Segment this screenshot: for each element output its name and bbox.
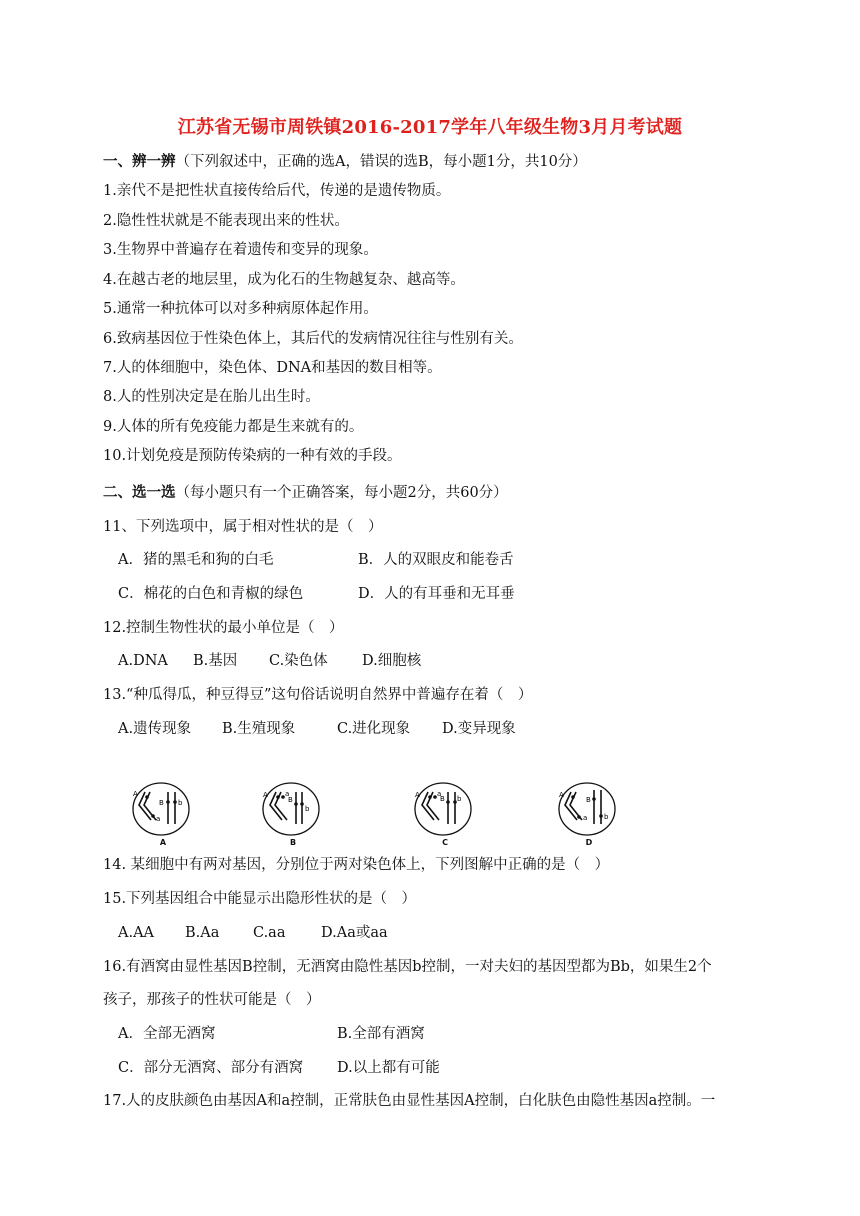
gene-label: B <box>288 796 293 804</box>
question-13-option-b: B.生殖现象 <box>222 721 296 737</box>
true-false-item-5: 5.通常一种抗体可以对多种病原体起作用。 <box>103 301 378 317</box>
question-11-option-a: A．猪的黑毛和狗的白毛 <box>118 552 274 568</box>
gene-label: a <box>156 815 161 823</box>
question-16-option-c: C．部分无酒窝、部分有酒窝 <box>118 1060 304 1076</box>
true-false-item-4: 4.在越古老的地层里，成为化石的生物越复杂、越高等。 <box>103 272 465 288</box>
figure-label-d: D <box>585 838 593 847</box>
gene-label: B <box>440 795 445 803</box>
question-16-option-d: D.以上都有可能 <box>337 1060 440 1076</box>
gene-label: B <box>586 796 591 804</box>
gene-label: b <box>457 795 462 803</box>
question-11-option-b: B．人的双眼皮和能卷舌 <box>358 552 514 568</box>
question-16-option-a: A．全部无酒窝 <box>118 1026 216 1042</box>
gene-label: a <box>437 790 442 798</box>
question-13-option-d: D.变异现象 <box>442 721 516 737</box>
gene-label: A <box>559 791 564 799</box>
figure-label-c: C <box>442 838 448 847</box>
gene-label: a <box>583 814 588 822</box>
figure-label-b: B <box>289 838 297 847</box>
gene-label: A <box>263 791 268 799</box>
question-17-stem-line-1: 17.人的皮肤颜色由基因A和a控制，正常肤色由显性基因A控制，白化肤色由隐性基因a控制。一 <box>103 1093 716 1109</box>
question-12-stem: 12.控制生物性状的最小单位是（ ） <box>103 620 344 636</box>
section1-note: （下列叙述中，正确的选A，错误的选B，每小题1分，共10分） <box>175 154 587 170</box>
true-false-item-1: 1.亲代不是把性状直接传给后代，传递的是遗传物质。 <box>103 183 451 199</box>
section2-title: 二、选一选 <box>103 484 176 501</box>
section1-title: 一、辨一辨 <box>103 153 176 170</box>
question-15-stem: 15.下列基因组合中能显示出隐形性状的是（ ） <box>103 891 417 907</box>
cell-diagram-b <box>258 780 328 850</box>
question-11-option-d: D．人的有耳垂和无耳垂 <box>358 586 515 602</box>
gene-label: b <box>178 799 183 807</box>
question-11-option-c: C．棉花的白色和青椒的绿色 <box>118 586 304 602</box>
section2-note: （每小题只有一个正确答案，每小题2分，共60分） <box>175 485 508 501</box>
cell-diagram-c <box>410 780 480 850</box>
gene-label: b <box>305 805 310 813</box>
section1-heading <box>103 152 587 172</box>
cell-diagram-a <box>128 780 198 850</box>
true-false-item-2: 2.隐性性状就是不能表现出来的性状。 <box>103 213 349 229</box>
gene-label: A <box>133 790 138 798</box>
true-false-item-10: 10.计划免疫是预防传染病的一种有效的手段。 <box>103 448 402 464</box>
question-13-stem: 13.“种瓜得瓜，种豆得豆”这句俗话说明自然界中普遍存在着（ ） <box>103 687 533 703</box>
question-13-option-a: A.遗传现象 <box>118 721 192 737</box>
true-false-item-3: 3.生物界中普遍存在着遗传和变异的现象。 <box>103 242 378 258</box>
question-16-stem-line-2: 孩子，那孩子的性状可能是（ ） <box>103 992 321 1008</box>
cell-diagram-d <box>554 780 624 850</box>
gene-label: a <box>285 790 290 798</box>
exam-title: 江苏省无锡市周铁镇2016-2017学年八年级生物3月月考试题 <box>177 117 683 138</box>
question-12-option-c: C.染色体 <box>269 653 328 669</box>
true-false-item-7: 7.人的体细胞中，染色体、DNA和基因的数目相等。 <box>103 360 442 376</box>
question-16-stem-line-1: 16.有酒窝由显性基因B控制，无酒窝由隐性基因b控制，一对夫妇的基因型都为Bb，如果生2个 <box>103 959 712 975</box>
true-false-item-8: 8.人的性别决定是在胎儿出生时。 <box>103 389 320 405</box>
cell-diagrams <box>128 780 648 850</box>
question-14-stem: 14. 某细胞中有两对基因，分别位于两对染色体上，下列图解中正确的是（ ） <box>103 857 610 873</box>
question-12-option-a: A.DNA <box>118 653 168 669</box>
question-15-option-d: D.Aa或aa <box>321 925 388 941</box>
gene-label: b <box>604 813 609 821</box>
true-false-item-9: 9.人体的所有免疫能力都是生来就有的。 <box>103 419 364 435</box>
gene-label: B <box>159 799 164 807</box>
question-16-option-b: B.全部有酒窝 <box>337 1026 425 1042</box>
question-12-option-b: B.基因 <box>193 653 238 669</box>
question-15-option-c: C.aa <box>253 925 286 941</box>
section2-heading <box>103 483 508 503</box>
question-15-option-b: B.Aa <box>185 925 220 941</box>
true-false-item-6: 6.致病基因位于性染色体上，其后代的发病情况往往与性别有关。 <box>103 331 523 347</box>
figure-label-a: A <box>159 838 167 847</box>
question-13-option-c: C.进化现象 <box>337 721 411 737</box>
gene-label: A <box>415 791 420 799</box>
question-12-option-d: D.细胞核 <box>362 653 422 669</box>
question-11-stem: 11、下列选项中，属于相对性状的是（ ） <box>103 519 383 535</box>
question-15-option-a: A.AA <box>118 925 155 941</box>
